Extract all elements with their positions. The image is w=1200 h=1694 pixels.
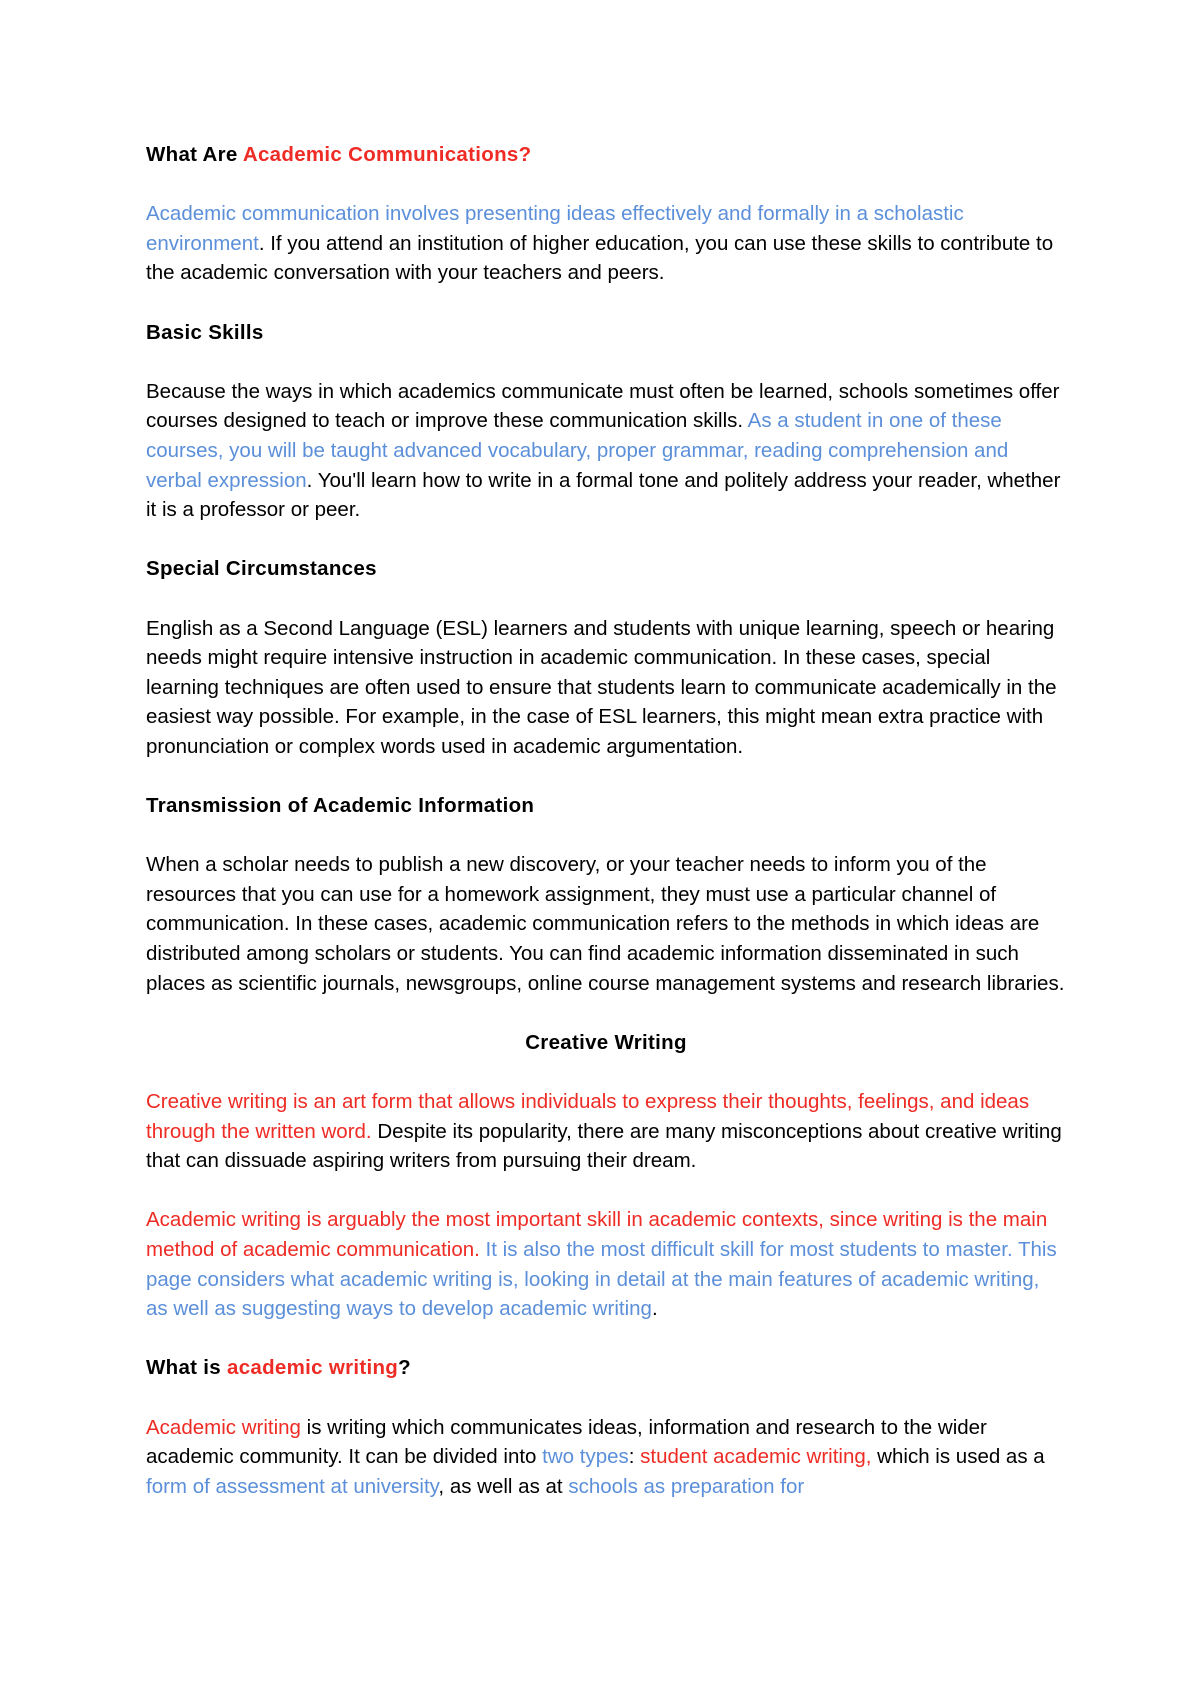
paragraph-creative-writing: [146, 1087, 1066, 1176]
highlighted-text: schools as preparation for: [568, 1474, 805, 1498]
paragraph-academic-writing-definition: [146, 1413, 1066, 1502]
body-text: :: [628, 1445, 641, 1469]
document-page: [146, 140, 1066, 1531]
highlighted-text: two types: [542, 1445, 629, 1469]
highlighted-text: Creative writing is an art form that allows individuals to express their thoughts, feelings, and ideas through the written word.: [146, 1090, 1030, 1143]
highlighted-text: Academic writing is arguably the most important skill in academic contexts, since writing is the main method of academic communication.: [146, 1208, 1048, 1261]
body-text: . If you attend an institution of higher education, you can use these skills to contribute to the academic conversation with your teachers and peers.: [146, 231, 1054, 285]
heading-special-circumstances: Special Circumstances: [146, 557, 377, 581]
paragraph-transmission: When a scholar needs to publish a new discovery, or your teacher needs to inform you of the resources that you can use for a homework assignment, they must use a particular channel of communication. In these cases, academic communication refers to the methods in which ideas are distributed among scholars or students. You can find academic information disseminated in such places as scientific journals, newsgroups, online course management systems and research libraries.: [146, 853, 1065, 995]
heading-highlight: Academic Communications?: [242, 143, 532, 166]
heading-highlight: academic writing: [227, 1356, 399, 1380]
body-text: , as well as at: [438, 1474, 569, 1498]
body-text: . You'll learn how to write in a formal tone and politely address your reader, whether it is a professor or peer.: [146, 468, 1061, 522]
highlighted-text: form of assessment at university: [146, 1474, 439, 1498]
body-text: Despite its popularity, there are many misconceptions about creative writing that can dissuade aspiring writers from pursuing their dream.: [146, 1119, 1062, 1173]
body-text: Because the ways in which academics communicate must often be learned, schools sometimes offer courses designed to teach or improve these communication skills.: [146, 379, 1060, 433]
highlighted-text: It is also the most difficult skill for most students to master. This page considers what academic writing is, looking in detail at the main features of academic writing, as well as suggesting ways to develop academic writing: [146, 1237, 1057, 1321]
paragraph-academic-writing-importance: [146, 1205, 1066, 1323]
heading-transmission: Transmission of Academic Information: [146, 794, 535, 818]
highlighted-text: student academic writing,: [640, 1445, 872, 1469]
heading-suffix: ?: [398, 1356, 411, 1380]
paragraph-special-circumstances: English as a Second Language (ESL) learners and students with unique learning, speech or hearing needs might require intensive instruction in academic communication. In these cases, special learning techniques are often used to ensure that students learn to communicate academically in the easiest way possible. For example, in the case of ESL learners, this might mean extra practice with pronunciation or complex words used in academic argumentation.: [146, 616, 1057, 758]
body-text: is writing which communicates ideas, information and research to the wider academic community. It can be divided into: [146, 1415, 987, 1469]
heading-what-is-academic-writing: [146, 1353, 1066, 1383]
highlighted-text: Academic writing: [146, 1415, 301, 1439]
highlighted-text: As a student in one of these courses, you will be taught advanced vocabulary, proper grammar, reading comprehension and verbal expression: [146, 409, 1009, 492]
body-text: which is used as a: [871, 1445, 1045, 1469]
heading-creative-writing: Creative Writing: [525, 1030, 687, 1054]
heading-prefix: What is: [146, 1356, 227, 1380]
heading-prefix: What Are: [146, 143, 243, 166]
paragraph-academic-communication: [146, 199, 1066, 288]
body-text: .: [651, 1297, 658, 1321]
heading-what-are-academic-communications: [146, 140, 1066, 170]
highlighted-text: Academic communication involves presenting ideas effectively and formally in a scholastic environment: [146, 202, 964, 255]
paragraph-basic-skills: [146, 377, 1066, 525]
heading-basic-skills: Basic Skills: [146, 320, 264, 344]
